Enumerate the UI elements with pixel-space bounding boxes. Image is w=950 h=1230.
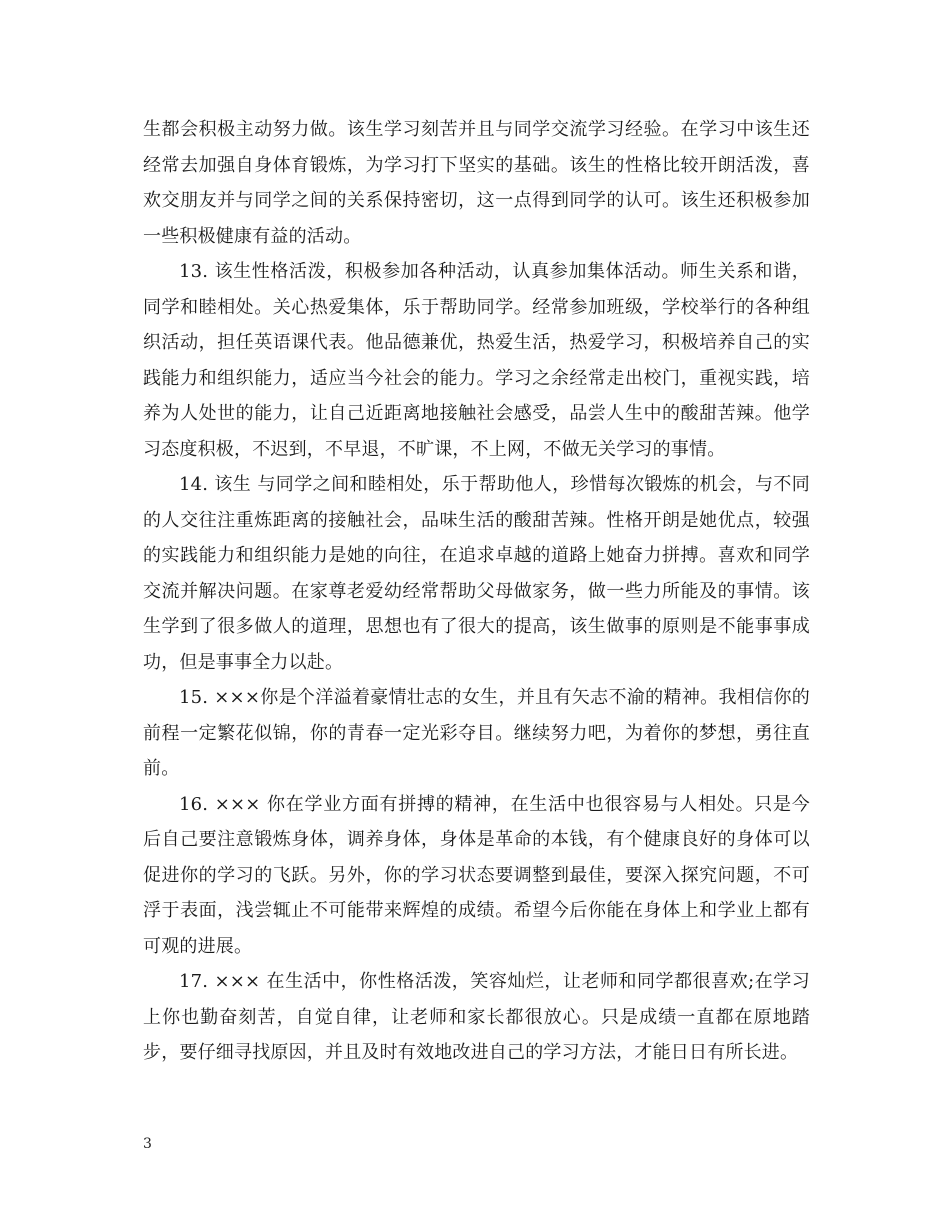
paragraph-item-17: 17. ××× 在生活中，你性格活泼，笑容灿烂，让老师和同学都很喜欢;在学习上你也勤奋刻苦，自觉自律，让老师和家长都很放心。只是成绩一直都在原地踏步，要仔细寻找原因，并且及时有效地改进自己的学习方法，才能日日有所长进。 [143,971,810,1063]
paragraph-item-13: 13. 该生性格活泼，积极参加各种活动，认真参加集体活动。师生关系和谐，同学和睦相处。关心热爱集体，乐于帮助同学。经常参加班级，学校举行的各种组织活动，担任英语课代表。他品德兼优，热爱生活，热爱学习，积极培养自己的实践能力和组织能力，适应当今社会的能力。学习之余经常走出校门，重视实践，培养为人处世的能力，让自己近距离地接触社会感受，品尝人生中的酸甜苦辣。他学习态度积极，不迟到，不早退，不旷课，不上网，不做无关学习的事情。 [143,261,810,460]
document-body [143,112,810,1071]
paragraph-item-14: 14. 该生 与同学之间和睦相处，乐于帮助他人，珍惜每次锻炼的机会，与不同的人交往注重炼距离的接触社会，品味生活的酸甜苦辣。性格开朗是她优点，较强的实践能力和组织能力是她的向往，在追求卓越的道路上她奋力拼搏。喜欢和同学交流并解决问题。在家尊老爱幼经常帮助父母做家务，做一些力所能及的事情。该生学到了很多做人的道理，思想也有了很大的提高，该生做事的原则是不能事事成功，但是事事全力以赴。 [143,474,810,673]
page-number: 3 [143,1136,152,1152]
paragraph-item-15: 15. ×××你是个洋溢着豪情壮志的女生，并且有矢志不渝的精神。我相信你的前程一定繁花似锦，你的青春一定光彩夺目。继续努力吧，为着你的梦想，勇往直前。 [143,687,810,779]
paragraph-item-16: 16. ××× 你在学业方面有拼搏的精神，在生活中也很容易与人相处。只是今后自己要注意锻炼身体，调养身体，身体是革命的本钱，有个健康良好的身体可以促进你的学习的飞跃。另外，你的学习状态要调整到最佳，要深入探究问题，不可浮于表面，浅尝辄止不可能带来辉煌的成绩。希望今后你能在身体上和学业上都有可观的进展。 [143,793,810,957]
paragraph-continuation: 生都会积极主动努力做。该生学习刻苦并且与同学交流学习经验。在学习中该生还经常去加强自身体育锻炼，为学习打下坚实的基础。该生的性格比较开朗活泼，喜欢交朋友并与同学之间的关系保持密切，这一点得到同学的认可。该生还积极参加一些积极健康有益的活动。 [143,119,810,247]
